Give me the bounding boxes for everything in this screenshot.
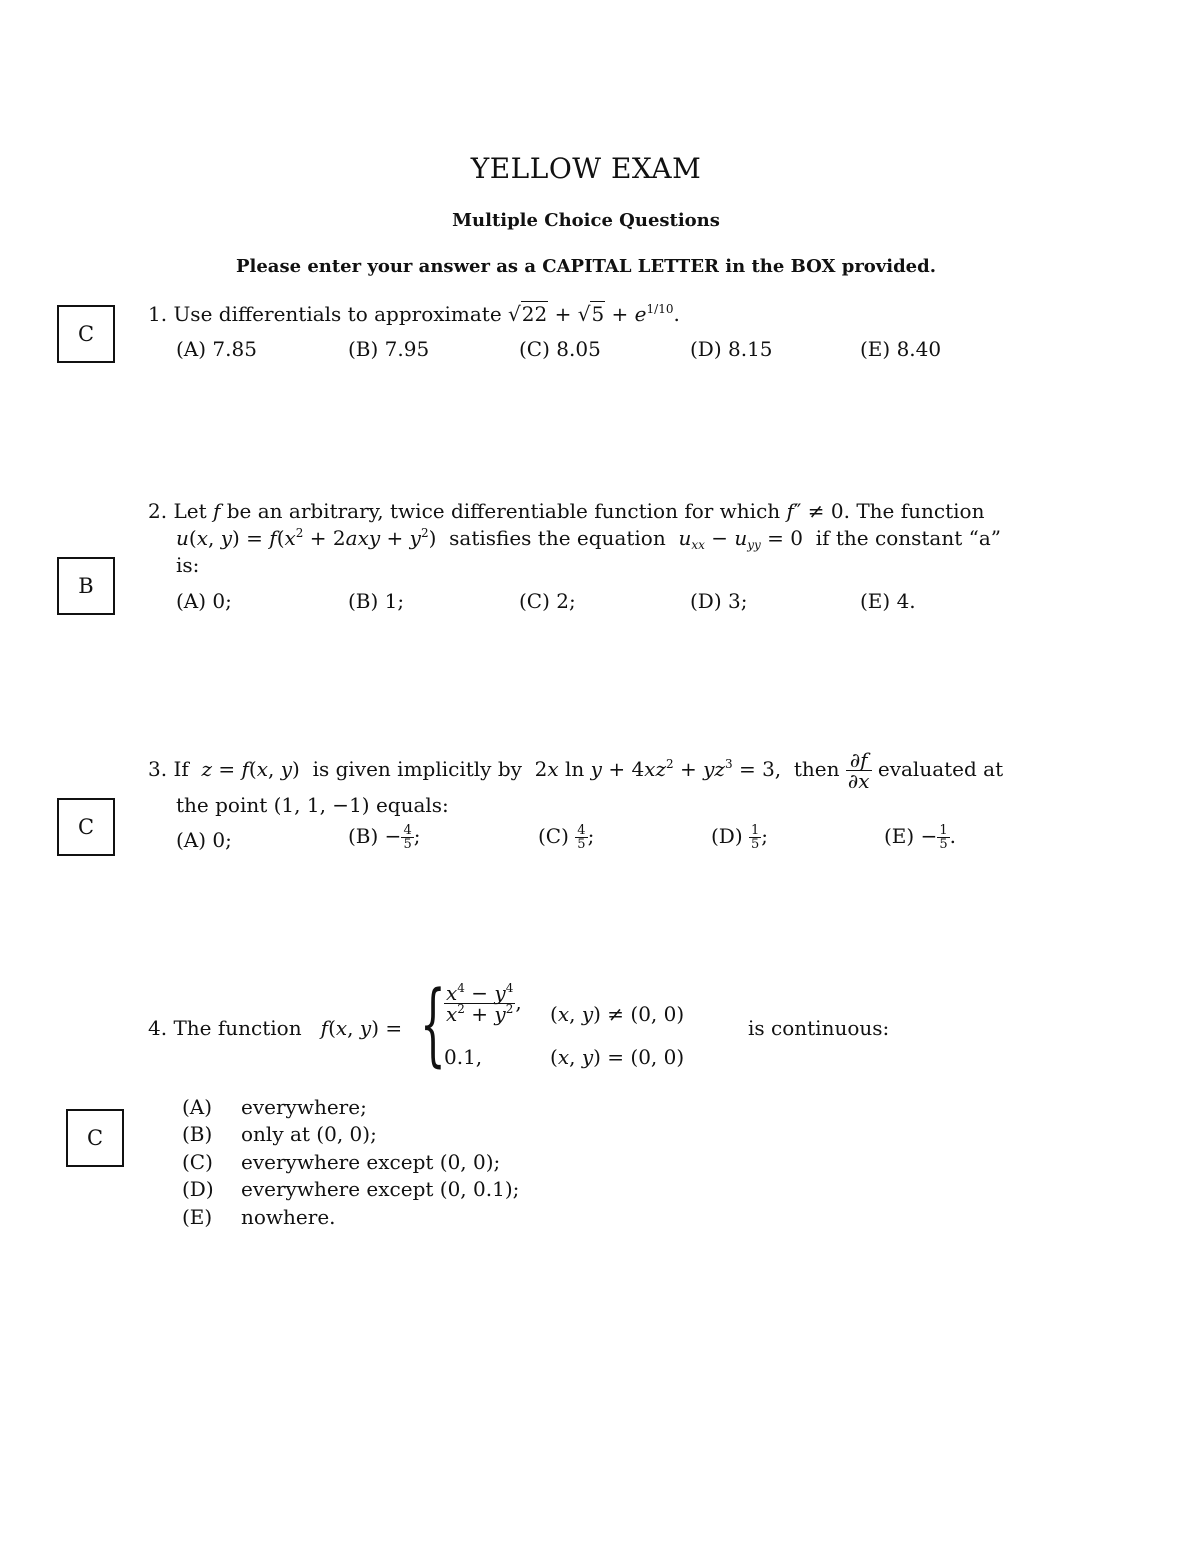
option-e-text: nowhere. [241,1205,336,1229]
option-d: (D) 3; [690,589,748,613]
question-3-line-2: the point (1, 1, −1) equals: [176,793,449,817]
math-expression: f(x, y) = [320,1016,403,1040]
question-number: 3. [148,757,168,781]
math-expression: f″ ≠ 0. [786,499,850,523]
question-2-line-2: u(x, $y) = f(x^2 + 2axy + y^2)$ satisfies the equation $u_{xx} - u_{yy} = 0$ if the constant “a” [176,526,1001,552]
piecewise-case-2: 0.1, [444,1045,483,1069]
option-e-label: (E) [182,1205,213,1229]
question-2-line-3: is: [176,553,200,577]
option-b: (B) − $\frac{4}{5}$ ; [348,823,421,852]
option-a: (A) 7.85 [176,337,257,361]
math-expression: 2x $\ln y + 4xz^2 + yz^3 = 3$, [534,757,782,781]
option-e: (E) 8.40 [860,337,942,361]
question-text: Use differentials to approximate [173,302,502,326]
option-c-text: everywhere except (0, 0); [241,1150,501,1174]
math-expression: u(x, $y) = f(x^2 + 2axy + y^2)$ [176,526,437,550]
option-b-label: (B) [182,1122,213,1146]
answer-box-q1[interactable]: C [57,305,115,363]
option-c: (C) 8.05 [519,337,601,361]
question-1-text [148,301,680,327]
option-e: (E) − $\frac{1}{5}$ . [884,823,956,852]
question-3-line-1: 3. If z = f(x, y) is given implicitly by 2x $\ln y + 4xz^2 + yz^3 = 3$, then $\frac{\partial f}{\partial x}$ evaluated at [148,748,1004,793]
math-expression: $u_{xx} - u_{yy} = 0$ [678,526,804,552]
option-e: (E) 4. [860,589,916,613]
piecewise-case-1: $\frac{x^4 - y^4}{x^2 + y^2}$ , [446,981,522,1026]
math-expression: z = f(x, y) [201,757,300,781]
answer-box-q3[interactable]: C [57,798,115,856]
math-expression: f [212,499,221,523]
option-b: (B) 1; [348,589,405,613]
question-4-suffix: is continuous: [748,1016,890,1040]
option-c: (C) $\frac{4}{5}$ ; [538,823,595,852]
answer-box-q4[interactable]: C [66,1109,124,1167]
partial-derivative-fraction: $\frac{\partial f}{\partial x}$ [847,748,870,793]
option-d: (D) $\frac{1}{5}$ ; [711,823,769,852]
exam-title: YELLOW EXAM [470,152,702,185]
piecewise-condition-1: (x, y) ≠ (0, 0) [550,1002,685,1026]
left-brace: { [420,972,446,1077]
answer-box-q2[interactable]: B [57,557,115,615]
option-d-label: (D) [182,1177,214,1201]
question-number: 4. [148,1016,168,1040]
piecewise-condition-2: (x, y) = (0, 0) [550,1045,685,1069]
option-a: (A) 0; [176,828,232,852]
math-expression: $√22 + √5 + e^{1/10}$. [508,302,680,326]
option-d-text: everywhere except (0, 0.1); [241,1177,520,1201]
option-c-label: (C) [182,1150,213,1174]
option-a: (A) 0; [176,589,232,613]
option-a-text: everywhere; [241,1095,367,1119]
question-number: 2. [148,499,168,523]
option-c: (C) 2; [519,589,576,613]
option-b: (B) 7.95 [348,337,430,361]
exam-subtitle: Multiple Choice Questions [452,210,720,231]
option-d: (D) 8.15 [690,337,773,361]
fraction: $\frac{x^4 - y^4}{x^2 + y^2}$ [446,981,514,1026]
exam-instructions: Please enter your answer as a CAPITAL LETTER in the BOX provided. [235,256,936,277]
question-number: 1. [148,302,168,326]
question-2-line-1: 2. Let f be an arbitrary, twice differentiable function for which f″ ≠ 0. The function [148,499,985,523]
option-b-text: only at (0, 0); [241,1122,377,1146]
option-a-label: (A) [182,1095,213,1119]
question-4-line-1: 4. The function f(x, y) = [148,1016,403,1040]
